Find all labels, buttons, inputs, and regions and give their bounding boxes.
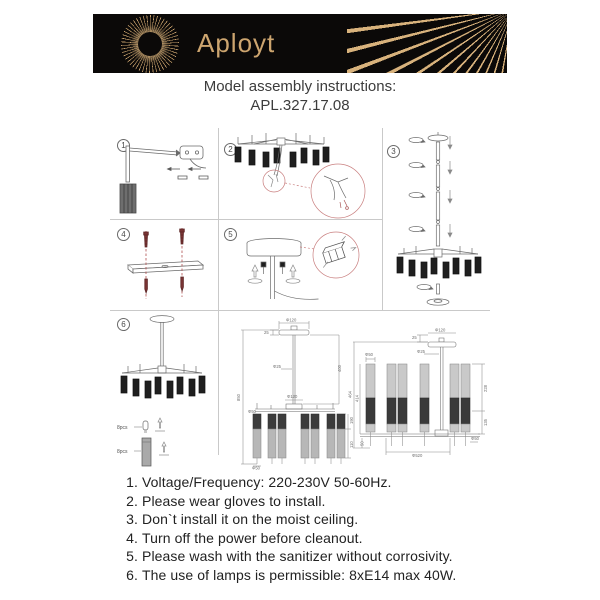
dim-label: 135 — [483, 419, 488, 426]
panel-6-number: 6 — [117, 318, 130, 331]
finial-part-icon — [417, 284, 449, 305]
dim-label: 50 — [359, 441, 365, 446]
panel-6-illustration — [110, 310, 218, 470]
hook-wires-icon — [268, 174, 278, 187]
instruction-item: 3. Don`t install it on the moist ceiling. — [142, 511, 498, 527]
dim-label: 414 — [354, 395, 360, 402]
up-arrow-icon — [248, 265, 300, 283]
panel-1-number: 1 — [117, 139, 130, 152]
dim-label: Φ25 — [417, 349, 425, 354]
instruction-item: 4. Turn off the power before cleanout. — [142, 530, 498, 546]
panel-2-illustration — [218, 128, 382, 219]
page-title — [0, 78, 600, 114]
panel-4-illustration — [110, 219, 218, 310]
detail-circle-terminal — [300, 232, 359, 278]
canopy-icon — [428, 132, 448, 141]
rotation-arrow-icon — [409, 138, 425, 232]
brand-name: Aployt — [197, 28, 276, 58]
panel-4-number: 4 — [117, 228, 130, 241]
dim-label: 190 — [349, 417, 354, 424]
instruction-item: 5. Please wash with the sanitizer without corrosivity. — [142, 548, 498, 564]
dim-label: 25 — [264, 330, 269, 335]
instructions-list — [118, 474, 498, 585]
dim-label: 25 — [412, 335, 417, 340]
dim-label: Φ25 — [273, 364, 281, 369]
screw-icon — [144, 229, 185, 247]
chandelier-arms-icon — [238, 133, 324, 145]
chandelier-arms-icon — [122, 364, 202, 373]
dim-label: Φ120 — [287, 394, 298, 399]
detail-circle-large — [311, 164, 365, 218]
shades-icon — [397, 257, 481, 278]
detail-circle-small — [263, 170, 310, 192]
dim-label: 228 — [483, 385, 488, 392]
chandelier-body-icon — [398, 246, 478, 257]
pipe-icon — [271, 256, 319, 299]
panel-3-number: 3 — [387, 145, 400, 158]
instruction-item: 6. The use of lamps is permissible: 8xE14 max 40W. — [142, 567, 498, 583]
sunburst-logo-icon — [121, 15, 179, 73]
screw-icon — [261, 262, 285, 274]
diagram-grid — [110, 128, 490, 470]
dim-label: 464 — [347, 391, 353, 398]
dim-label: Φ120 — [286, 317, 297, 323]
dim-label: Φ520 — [412, 453, 423, 458]
shade-part-icon — [134, 438, 169, 466]
shades-icon — [235, 147, 329, 167]
anchor-icon — [145, 277, 184, 293]
dim-label: Φ120 — [435, 327, 446, 333]
dim-label: 110 — [349, 441, 354, 448]
shades-two-tone — [253, 414, 345, 464]
dimension-drawing-side — [347, 326, 490, 464]
bulb-qty-label: 8pcs — [117, 425, 128, 431]
down-arrow-icon — [448, 136, 452, 237]
panel-1-illustration — [110, 131, 218, 217]
screw-icon — [168, 168, 209, 180]
brand-banner — [93, 14, 507, 73]
panel-5-number: 5 — [224, 228, 237, 241]
bracket-bar-icon — [128, 261, 203, 273]
mounting-plate-icon — [180, 146, 206, 168]
dim-label: Φ50 — [252, 465, 260, 471]
title-line1: Model assembly instructions: — [203, 78, 397, 95]
bulb-part-icon — [134, 418, 165, 432]
rays-decoration — [347, 14, 507, 73]
rod-segments-icon — [436, 142, 439, 246]
dimension-drawing-front — [235, 318, 355, 470]
dim-label: Φ50 — [248, 409, 256, 414]
model-number: APL.327.17.08 — [250, 97, 350, 114]
shades-icon — [121, 376, 205, 398]
instruction-item: 1. Voltage/Frequency: 220-230V 50-60Hz. — [142, 474, 498, 490]
canopy-icon — [247, 239, 301, 257]
dim-label: Φ50 — [365, 352, 373, 357]
panel-2-number: 2 — [224, 143, 237, 156]
dim-label: Φ50 — [471, 436, 479, 441]
pole-and-shade-icon — [120, 146, 136, 213]
panel-3-illustration — [382, 128, 490, 310]
shades-two-tone — [366, 364, 470, 446]
panel-5-illustration — [218, 219, 382, 310]
canopy-icon — [150, 316, 174, 366]
arm-icon — [130, 148, 181, 156]
instruction-item: 2. Please wear gloves to install. — [142, 493, 498, 509]
dim-label: 850 — [236, 394, 241, 401]
dim-label: 400 — [337, 365, 342, 372]
shade-qty-label: 8pcs — [117, 449, 128, 455]
